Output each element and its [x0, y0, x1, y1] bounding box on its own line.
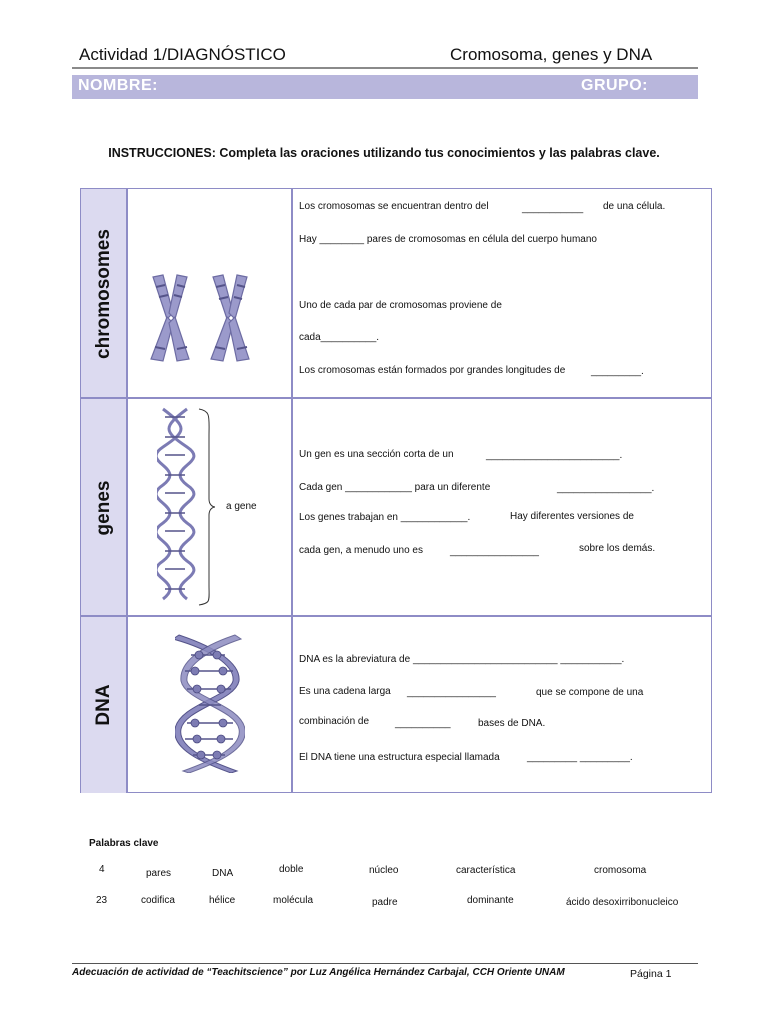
label-cell-chromosomes	[81, 189, 126, 398]
worksheet-table	[80, 188, 712, 793]
sentence-text: sobre los demás.	[579, 543, 656, 554]
name-group-bar	[72, 75, 698, 99]
row-label-chromosomes: chromosomes	[92, 228, 114, 359]
column-divider	[291, 189, 293, 792]
keyword: DNA	[212, 868, 234, 879]
sentence-text: cada gen, a menudo uno es	[299, 545, 423, 556]
sentence-text: Es una cadena larga	[299, 686, 391, 697]
activity-title: Actividad 1/DIAGNÓSTICO	[79, 45, 286, 64]
sentence-text: Uno de cada par de cromosomas proviene de	[299, 300, 502, 311]
sentence-text: Los cromosomas se encuentran dentro del	[299, 201, 489, 212]
dna-helix-illustration	[175, 633, 245, 773]
gene-annotation: a gene	[226, 501, 257, 512]
keyword: dominante	[467, 895, 514, 906]
sentence-text: DNA es la abreviatura de __________________________ ___________.	[299, 654, 625, 665]
footer-divider	[72, 963, 698, 964]
sentence-text: cada__________.	[299, 332, 380, 343]
sentence-text: Los genes trabajan en ____________.	[299, 512, 471, 523]
keyword: codifica	[141, 895, 175, 906]
answer-blank: ________________________.	[486, 450, 623, 461]
column-divider	[126, 189, 128, 792]
topic-title: Cromosoma, genes y DNA	[450, 45, 653, 64]
page-number: Página 1	[630, 968, 672, 980]
answer-blank: __________	[395, 718, 451, 729]
keyword: hélice	[209, 895, 236, 906]
keyword: 4	[99, 864, 105, 875]
keywords-title: Palabras clave	[89, 838, 159, 849]
sentence-text: que se compone de una	[536, 687, 644, 698]
keyword: pares	[146, 868, 172, 879]
answer-blank: _________________.	[557, 483, 655, 494]
footer-credit: Adecuación de actividad de “Teachitscience” por Luz Angélica Hernández Carbajal, CCH Oriente UNAM	[72, 967, 565, 978]
answer-blank: ________________	[450, 546, 539, 557]
sentence-text: Hay ________ pares de cromosomas en célula del cuerpo humano	[299, 234, 597, 245]
group-label: GRUPO:	[581, 77, 648, 94]
sentence-text: Cada gen ____________ para un diferente	[299, 482, 491, 493]
keyword: padre	[372, 897, 398, 908]
instructions: INSTRUCCIONES: Completa las oraciones utilizando tus conocimientos y las palabras clave.	[108, 146, 660, 160]
row-label-dna: DNA	[92, 684, 114, 726]
answer-blank: _________ _________.	[527, 752, 633, 763]
keyword: molécula	[273, 895, 314, 906]
answer-blank: ___________	[522, 203, 584, 214]
keyword: núcleo	[369, 865, 399, 876]
keyword: 23	[96, 895, 108, 906]
name-label: NOMBRE:	[78, 77, 158, 94]
row-divider	[81, 615, 711, 617]
keyword: doble	[279, 864, 304, 875]
sentence-text: combinación de	[299, 716, 370, 727]
sentence-text: Los cromosomas están formados por grandes longitudes de	[299, 365, 566, 376]
header-divider	[72, 67, 698, 69]
sentence-text: Hay diferentes versiones de	[510, 511, 634, 522]
row-label-genes: genes	[92, 480, 114, 535]
sentence-text: Un gen es una sección corta de un	[299, 449, 454, 460]
row-divider	[81, 397, 711, 399]
keyword: cromosoma	[594, 865, 647, 876]
label-cell-dna	[81, 617, 126, 793]
sentence-text: de una célula.	[603, 201, 666, 212]
sentence-text: bases de DNA.	[478, 718, 546, 729]
keyword: característica	[456, 865, 516, 876]
chromosome-pair-illustration	[147, 273, 271, 365]
answer-blank: _________.	[591, 366, 644, 377]
keyword: ácido desoxirribonucleico	[566, 897, 679, 908]
answer-blank: ________________	[407, 687, 496, 698]
sentence-text: El DNA tiene una estructura especial llamada	[299, 752, 500, 763]
label-cell-genes	[81, 399, 126, 616]
